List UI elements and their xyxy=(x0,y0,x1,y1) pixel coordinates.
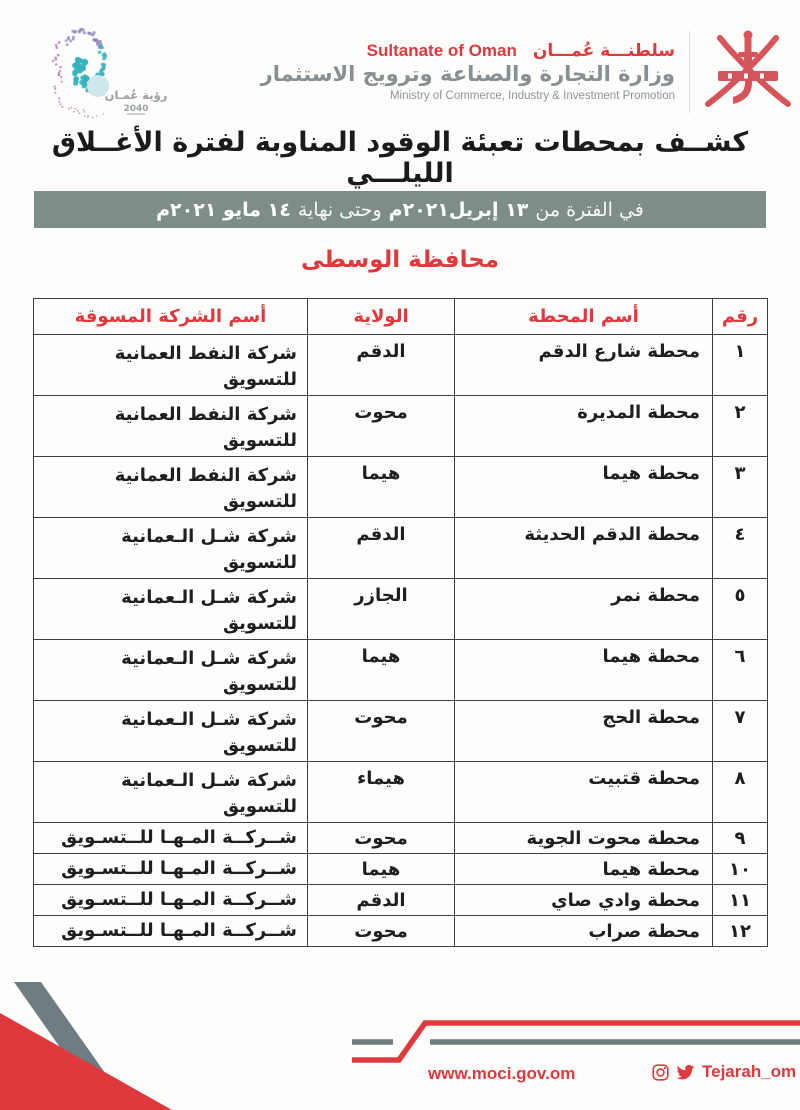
column-header-station: أسم المحطة xyxy=(455,299,713,335)
station-row xyxy=(34,762,768,823)
column-header-wilaya: الولاية xyxy=(308,299,455,335)
station-row xyxy=(34,335,768,396)
marketing-company: شــركــة المـهـا للــتسـويق xyxy=(34,854,308,885)
station-number: ٥ xyxy=(713,579,768,640)
marketing-company: شركة شـل الـعمانية للتسويق xyxy=(34,518,308,579)
marketing-company: شركة النفط العمانية للتسويق xyxy=(34,335,308,396)
period-middle: وحتى نهاية xyxy=(297,198,382,221)
station-wilaya: هيما xyxy=(308,640,455,701)
social-handle-label: Tejarah_om xyxy=(702,1062,797,1081)
station-name: محطة شارع الدقم xyxy=(455,335,713,396)
marketing-company: شركة النفط العمانية للتسويق xyxy=(34,396,308,457)
marketing-company: شركة شـل الـعمانية للتسويق xyxy=(34,701,308,762)
footer-graphic xyxy=(0,980,800,1110)
station-number: ٤ xyxy=(713,518,768,579)
marketing-company: شــركــة المـهـا للــتسـويق xyxy=(34,916,308,947)
station-wilaya: هيماء xyxy=(308,762,455,823)
station-wilaya: الجازر xyxy=(308,579,455,640)
column-header-company: أسم الشركة المسوقة xyxy=(34,299,308,335)
period-bar xyxy=(34,191,766,228)
twitter-icon xyxy=(676,1065,695,1080)
station-name: محطة وادي صاي xyxy=(455,885,713,916)
page-title: كشــف بمحطات تعبئة الوقود المناوبة لفترة الأغــلاق الليلـــي xyxy=(51,127,749,189)
station-row xyxy=(34,457,768,518)
sultanate-of-oman-ar: سلطنـــة عُمـــان xyxy=(532,41,675,61)
station-number: ١ xyxy=(713,335,768,396)
period-prefix: في الفترة من xyxy=(535,198,644,221)
station-wilaya: محوت xyxy=(308,916,455,947)
station-wilaya: الدقم xyxy=(308,885,455,916)
station-name: محطة هيما xyxy=(455,457,713,518)
marketing-company: شركة شـل الـعمانية للتسويق xyxy=(34,579,308,640)
station-name: محطة الدقم الحديثة xyxy=(455,518,713,579)
column-header-number: رقم xyxy=(713,299,768,335)
station-number: ٦ xyxy=(713,640,768,701)
station-row xyxy=(34,701,768,762)
station-row xyxy=(34,823,768,854)
station-number: ١٠ xyxy=(713,854,768,885)
station-name: محطة الحج xyxy=(455,701,713,762)
website-link[interactable]: www.moci.gov.om xyxy=(428,1064,576,1083)
station-row xyxy=(34,640,768,701)
header-divider xyxy=(689,31,690,113)
station-wilaya: محوت xyxy=(308,823,455,854)
social-media-link[interactable] xyxy=(652,1062,796,1082)
station-number: ٣ xyxy=(713,457,768,518)
station-row xyxy=(34,854,768,885)
station-row xyxy=(34,396,768,457)
station-name: محطة محوت الجوية xyxy=(455,823,713,854)
marketing-company: شركة النفط العمانية للتسويق xyxy=(34,457,308,518)
station-name: محطة المديرة xyxy=(455,396,713,457)
station-number: ٨ xyxy=(713,762,768,823)
table-header-row xyxy=(34,299,768,335)
ministry-name-ar: وزارة التجارة والصناعة وترويج الاستثمار xyxy=(260,62,675,86)
station-wilaya: محوت xyxy=(308,396,455,457)
period-end-date: ١٤ مايو ٢٠٢١م xyxy=(156,198,291,221)
station-number: ٩ xyxy=(713,823,768,854)
vision-logo-year: 2040 xyxy=(123,104,149,114)
station-wilaya: محوت xyxy=(308,701,455,762)
footer-red-triangle xyxy=(0,1013,172,1110)
stations-table xyxy=(33,298,768,947)
oman-national-emblem-icon xyxy=(702,24,794,119)
station-row xyxy=(34,518,768,579)
station-number: ٢ xyxy=(713,396,768,457)
oman-vision-2040-logo xyxy=(12,6,167,124)
station-name: محطة هيما xyxy=(455,640,713,701)
station-number: ٧ xyxy=(713,701,768,762)
station-name: محطة نمر xyxy=(455,579,713,640)
marketing-company: شــركــة المـهـا للــتسـويق xyxy=(34,885,308,916)
marketing-company: شــركــة المـهـا للــتسـويق xyxy=(34,823,308,854)
period-start-date: ١٣ إبريل٢٠٢١م xyxy=(388,198,529,221)
marketing-company: شركة شـل الـعمانية للتسويق xyxy=(34,640,308,701)
sultanate-of-oman-en: Sultanate of Oman xyxy=(366,41,517,60)
ministry-header xyxy=(261,24,794,119)
vision-logo-text: رؤية عُمـان xyxy=(104,88,167,102)
marketing-company: شركة شـل الـعمانية للتسويق xyxy=(34,762,308,823)
instagram-icon xyxy=(652,1064,669,1081)
station-name: محطة قتبيت xyxy=(455,762,713,823)
station-name: محطة هيما xyxy=(455,854,713,885)
ministry-name-en: Ministry of Commerce, Industry & Investment Promotion xyxy=(389,90,675,102)
station-wilaya: الدقم xyxy=(308,335,455,396)
station-wilaya: الدقم xyxy=(308,518,455,579)
station-row xyxy=(34,579,768,640)
station-number: ١٢ xyxy=(713,916,768,947)
station-row xyxy=(34,916,768,947)
governorate-title: محافظة الوسطى xyxy=(300,247,500,273)
station-number: ١١ xyxy=(713,885,768,916)
station-wilaya: هيما xyxy=(308,457,455,518)
station-row xyxy=(34,885,768,916)
station-wilaya: هيما xyxy=(308,854,455,885)
station-name: محطة صراب xyxy=(455,916,713,947)
